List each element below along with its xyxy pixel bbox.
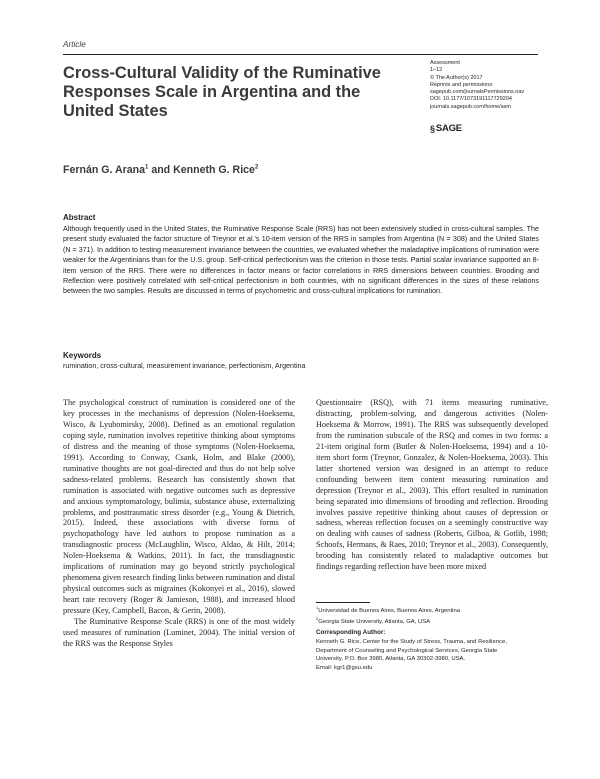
paper-title: Cross-Cultural Validity of the Ruminative Responses Scale in Argentina and the United States <box>63 64 381 120</box>
copyright-line: © The Author(s) 2017 <box>430 74 483 81</box>
publisher-name: SAGE <box>435 123 462 134</box>
corresponding-line: Kenneth G. Rice, Center for the Study of Stress, Trauma, and Resilience, <box>316 639 507 645</box>
body-paragraph: The psychological construct of rumination is considered one of the key processes in the mechanisms of depression (Nolen-Hoeksema, Wisco, & Lyubomirsky, 2008). Defined as an emotional regulation coping style, rumination involves repetitive thinking about symptoms of distress and the meaning of those symptoms (Nolen-Hoeksema, 1991). According to Conway, Csank, Holm, and Blake (2000), ruminative thoughts are not goal-directed and thus do not help solve sadness-related problems. Research has consistently shown that rumination is associated with negative outcomes such as depressive and anxious symptomatology, bulimia, substance abuse, externalizing problems, and posttraumatic stress disorder (e.g., Young & Dietrich, 2015). Indeed, these associations with diverse forms of psychopathology have led authors to propose rumination as a transdiagnostic process (McLaughlin, Wisco, Aldao, & Hilt, 2014; Nolen-Hoeksema & Watkins, 2011). In fact, the transdiagnostic implications of rumination may go beyond strictly psychological phenomena given research finding links between rumination and distal physical outcomes such as migraines (Kokonyei et al., 2016), slowed heart rate recovery (Roger & Jamieson, 1988), and increased blood pressure (Key, Campbell, Bacon, & Gerin, 2008). <box>63 398 295 616</box>
permissions-link[interactable]: sagepub.com/journalsPermissions.nav <box>430 89 525 96</box>
body-column-left <box>63 398 295 650</box>
journal-name: Assessment <box>430 60 460 66</box>
body-paragraph: The Ruminative Response Scale (RRS) is one of the most widely used measures of rumination (Luminet, 2004). The initial version of the RRS was the Response Styles <box>63 617 295 648</box>
corresponding-line: University, P.O. Box 3980, Atlanta, GA 30302-3980, USA. <box>316 656 466 662</box>
article-type-label: Article <box>63 40 86 49</box>
reprints-line: Reprints and permissions: <box>430 81 494 88</box>
affiliation-marker: 1 <box>145 164 149 171</box>
corresponding-author-heading: Corresponding Author: <box>316 629 386 636</box>
journal-homepage-link[interactable]: journals.sagepub.com/home/asm <box>430 103 512 110</box>
abstract-text: Although frequently used in the United States, the Ruminative Response Scale (RRS) has not been extensively studied in cross-cultural samples. The present study evaluated the factor structure of Treynor et al.'s 10-item version of the RRS in samples from Argentina (N = 308) and the United States (N = 371). In addition to testing measurement invariance between the countries, we evaluated whether the maladaptive implications of rumination were weaker for the Argentinians than for the U.S. group. Self-critical perfectionism was the criterion in those tests. Partial scalar invariance supported an 8-item version of the RRS. There were no differences in factor means or factor correlations in RRS dimensions between countries. Brooding and Reflection were positively correlated with self-critical perfectionism in both countries, with no significant differences in the sizes of these relations between the two samples. Results are discussed in terms of psychometric and cross-cultural implications for rumination. <box>63 225 539 296</box>
sage-mark-icon: § <box>430 123 435 134</box>
corresponding-author-details <box>316 638 548 672</box>
author-name: Kenneth G. Rice <box>173 164 255 176</box>
keywords-heading: Keywords <box>63 351 102 360</box>
corresponding-email[interactable]: Email: kgr1@gsu.edu <box>316 664 373 671</box>
abstract-heading: Abstract <box>63 213 96 222</box>
header-rule <box>63 54 538 55</box>
body-column-right <box>316 398 548 573</box>
publication-info <box>430 60 570 111</box>
footnote-rule <box>316 602 370 603</box>
affiliation-item: $^1$Universidad de Buenos Aires, Buenos Aires, Argentina <box>316 605 461 614</box>
doi-line[interactable]: DOI: 10.1177/1073191117729204 <box>430 96 512 103</box>
author-name: Fernán G. Arana <box>63 164 146 176</box>
affiliations <box>316 604 548 627</box>
keywords-text: rumination, cross-cultural, measurement invariance, perfectionism, Argentina <box>63 362 306 370</box>
page-range: 1–12 <box>430 67 443 74</box>
author-list <box>63 164 258 176</box>
author-separator: and <box>148 164 174 176</box>
corresponding-line: Department of Counseling and Psychological Services, Georgia State <box>316 647 498 654</box>
affiliation-marker: 2 <box>254 164 259 171</box>
affiliation-item: $^2$Georgia State University, Atlanta, GA, USA <box>316 616 431 626</box>
publisher-logo <box>430 123 462 134</box>
body-paragraph: Questionnaire (RSQ), with 71 items measuring ruminative, distracting, problem-solving, and dangerous activities (Nolen-Hoeksema & Morrow, 1991). The RRS was subsequently developed from the rumination subscale of the RSQ and comes in two forms: a 21-item original form (Butler & Nolen-Hoeksema, 1994) and a 10-item short form (Treynor, Gonzalez, & Nolen-Hoeksema, 2003). This latter shortened version was designed in an attempt to reduce confounding between item content measuring rumination and depression (Treynor et al., 2003). This effort resulted in rumination being separated into dimensions of brooding and reflection. Brooding involves passive repetitive thinking about causes of depression or sadness, whereas reflection focuses on a seemingly constructive way on dealing with causes of sadness (Roberts, Gilboa, & Gotlib, 1998; Schoofs, Hermans, & Raes, 2010; Treynor et al., 2003). Consequently, brooding has consistently related to maladaptive outcomes but findings regarding reflection have been more mixed <box>316 398 548 572</box>
